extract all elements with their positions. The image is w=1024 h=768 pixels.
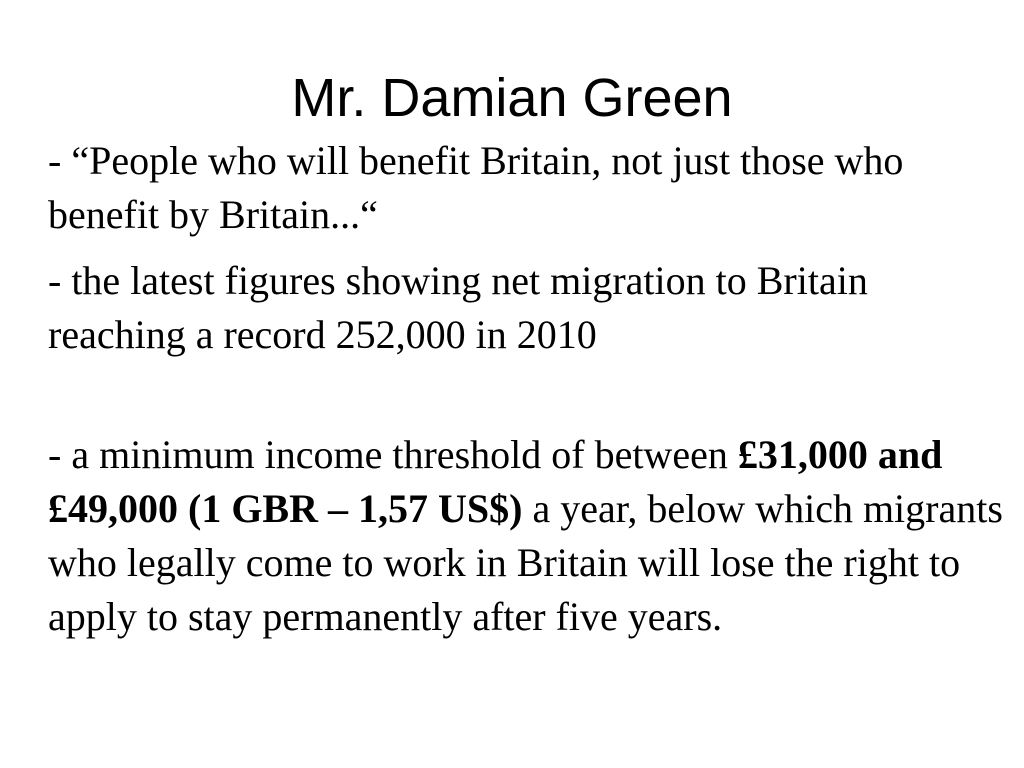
income-threshold-amount: £31,000 and £49,000 (1 GBR – 1,57 US$): [48, 432, 943, 531]
bullet-net-migration: - the latest figures showing net migration to Britain reaching a record 252,000 in 2010: [48, 258, 868, 357]
bullet-quote: - “People who will benefit Britain, not just those who benefit by Britain...“: [48, 138, 904, 237]
bullet-income-threshold-prefix: - a minimum income threshold of between: [48, 432, 738, 477]
slide-title: Mr. Damian Green: [291, 68, 733, 128]
slide-body: [48, 134, 1008, 644]
bullet-income-threshold-suffix: a year, below which migrants who legally come to work in Britain will lose the right to apply to stay permanently after five years.: [48, 486, 1003, 639]
bullet-income-threshold: [48, 428, 1008, 644]
